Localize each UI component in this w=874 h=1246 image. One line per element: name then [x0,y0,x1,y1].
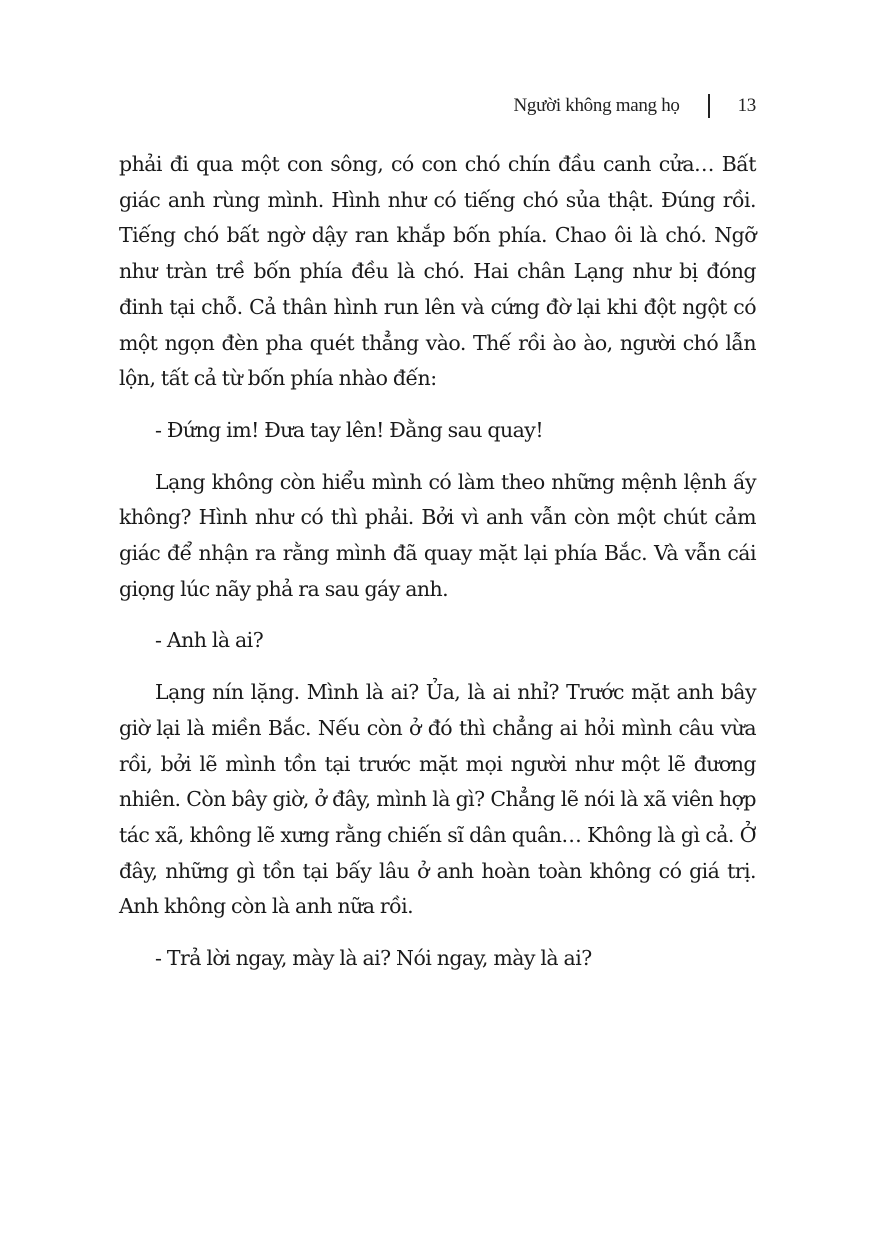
paragraph: Lạng nín lặng. Mình là ai? Ủa, là ai nhỉ? Trước mặt anh bây giờ lại là miền Bắc. Nếu còn ở đó thì chẳng ai hỏi mình câu vừa rồi, bởi lẽ mình tồn tại trước mặt mọi người như một lẽ đương nhiên. Còn bây giờ, ở đây, mình là gì? Chẳng lẽ nói là xã viên hợp tác xã, không lẽ xưng rằng chiến sĩ dân quân… Không là gì cả. Ở đây, những gì tồn tại bấy lâu ở anh hoàn toàn không có giá trị. Anh không còn là anh nữa rồi. [119,680,756,919]
page-number: 13 [737,95,756,116]
dialogue-line: - Anh là ai? [155,628,264,653]
dialogue-line: - Đứng im! Đưa tay lên! Đằng sau quay! [155,417,544,442]
dialogue-line: - Trả lời ngay, mày là ai? Nói ngay, mày là ai? [155,946,592,971]
header-divider [708,94,710,118]
book-title: Người không mang họ [513,95,680,116]
paragraph: Lạng không còn hiểu mình có làm theo những mệnh lệnh ấy không? Hình như có thì phải. Bởi vì anh vẫn còn một chút cảm giác để nhận ra rằng mình đã quay mặt lại phía Bắc. Và vẫn cái giọng lúc nãy phả ra sau gáy anh. [119,469,756,601]
running-header [513,94,756,118]
body-text [119,147,756,977]
paragraph-continued: phải đi qua một con sông, có con chó chín đầu canh cửa… Bất giác anh rùng mình. Hình như có tiếng chó sủa thật. Đúng rồi. Tiếng chó bất ngờ dậy ran khắp bốn phía. Chao ôi là chó. Ngỡ như tràn trề bốn phía đều là chó. Hai chân Lạng như bị đóng đinh tại chỗ. Cả thân hình run lên và cứng đờ lại khi đột ngột có một ngọn đèn pha quét thẳng vào. Thế rồi ào ào, người chó lẫn lộn, tất cả từ bốn phía nhào đến: [119,152,756,391]
